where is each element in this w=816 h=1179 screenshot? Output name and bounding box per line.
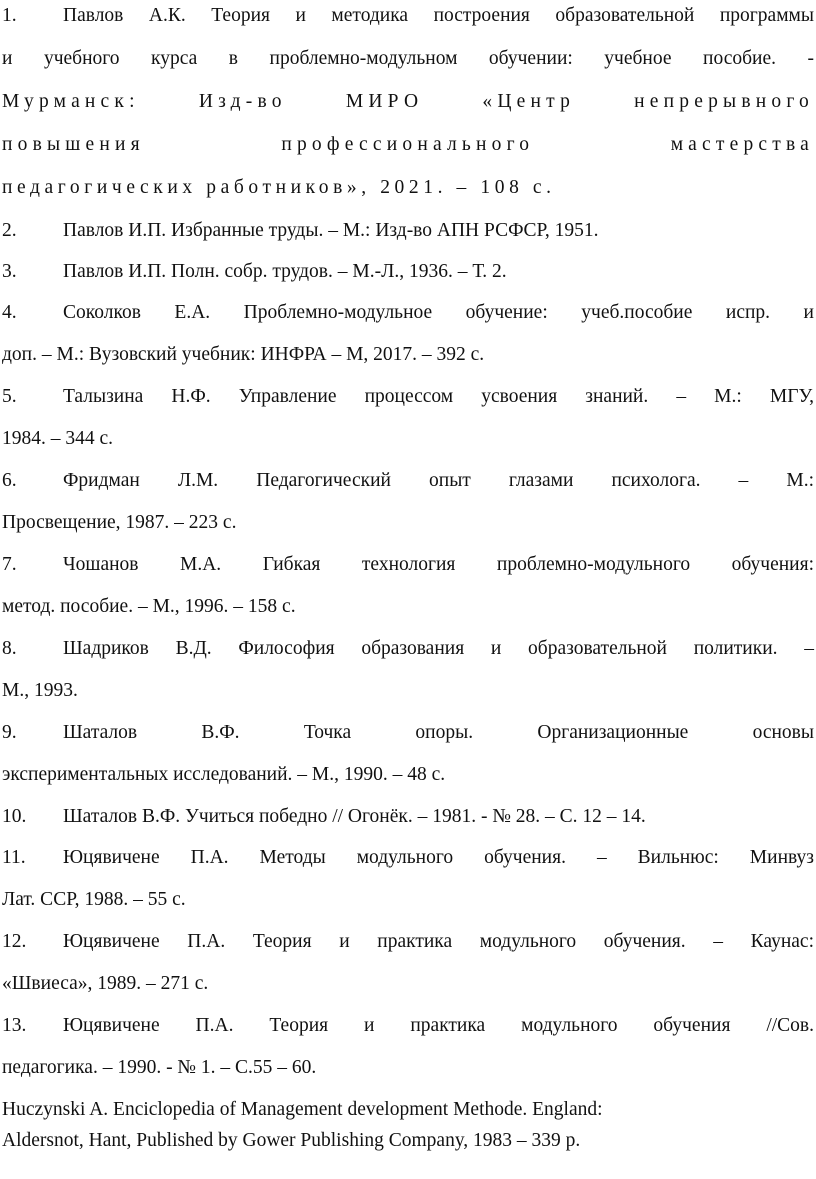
reference-number: 5. <box>2 386 17 407</box>
reference-text: и учебного курса в проблемно-модульном обучении: учебное пособие. - <box>2 48 814 69</box>
reference-text: Шаталов В.Ф. Учиться победно // Огонёк. – 1981. - № 28. – С. 12 – 14. <box>63 806 646 827</box>
reference-number: 4. <box>2 302 17 323</box>
reference-text: повышения профессионального мастерства <box>2 134 814 155</box>
reference-text: Юцявичене П.А. Теория и практика модульного обучения. – Каунас: <box>63 931 814 952</box>
reference-text: Просвещение, 1987. – 223 с. <box>2 512 237 533</box>
reference-text: М., 1993. <box>2 680 78 701</box>
reference-text: педагогика. – 1990. - № 1. – С.55 – 60. <box>2 1057 317 1078</box>
reference-text: экспериментальных исследований. – М., 1990. – 48 с. <box>2 764 446 785</box>
reference-text: Соколков Е.А. Проблемно-модульное обучение: учеб.пособие испр. и <box>63 302 814 323</box>
reference-number: 6. <box>2 470 17 491</box>
reference-text: «Швиеса», 1989. – 271 с. <box>2 973 209 994</box>
reference-text: Юцявичене П.А. Методы модульного обучения. – Вильнюс: Минвуз <box>63 847 814 868</box>
reference-number: 3. <box>2 261 17 282</box>
reference-number: 8. <box>2 638 17 659</box>
reference-number: 12. <box>2 931 27 952</box>
reference-text: 1984. – 344 с. <box>2 428 114 449</box>
reference-number: 2. <box>2 220 17 241</box>
reference-text: Шадриков В.Д. Философия образования и образовательной политики. – <box>63 638 814 659</box>
reference-text: педагогических работников», 2021. – 108 с. <box>2 177 556 198</box>
reference-text: доп. – М.: Вузовский учебник: ИНФРА – М, 2017. – 392 с. <box>2 344 485 365</box>
reference-text: Фридман Л.М. Педагогический опыт глазами психолога. – М.: <box>63 470 814 491</box>
reference-text: Aldersnot, Hant, Published by Gower Publishing Company, 1983 – 339 p. <box>2 1130 581 1151</box>
reference-number: 9. <box>2 722 17 743</box>
reference-number: 7. <box>2 554 17 575</box>
reference-text: Юцявичене П.А. Теория и практика модульного обучения //Сов. <box>63 1015 814 1036</box>
reference-text: Huczynski A. Enciclopedia of Management development Methode. England: <box>2 1099 603 1120</box>
reference-text: метод. пособие. – М., 1996. – 158 с. <box>2 596 296 617</box>
reference-number: 10. <box>2 806 27 827</box>
reference-text: Мурманск: Изд-во МИРО «Центр непрерывного <box>2 91 814 112</box>
reference-number: 1. <box>2 5 17 26</box>
reference-text: Талызина Н.Ф. Управление процессом усвоения знаний. – М.: МГУ, <box>63 386 814 407</box>
reference-text: Павлов И.П. Избранные труды. – М.: Изд-во АПН РСФСР, 1951. <box>63 220 599 241</box>
reference-text: Чошанов М.А. Гибкая технология проблемно-модульного обучения: <box>63 554 814 575</box>
reference-text: Шаталов В.Ф. Точка опоры. Организационные основы <box>63 722 814 743</box>
reference-text: Лат. ССР, 1988. – 55 с. <box>2 889 186 910</box>
reference-text: Павлов А.К. Теория и методика построения образовательной программы <box>63 5 814 26</box>
reference-number: 11. <box>2 847 26 868</box>
reference-number: 13. <box>2 1015 27 1036</box>
reference-text: Павлов И.П. Полн. собр. трудов. – М.-Л., 1936. – Т. 2. <box>63 261 507 282</box>
